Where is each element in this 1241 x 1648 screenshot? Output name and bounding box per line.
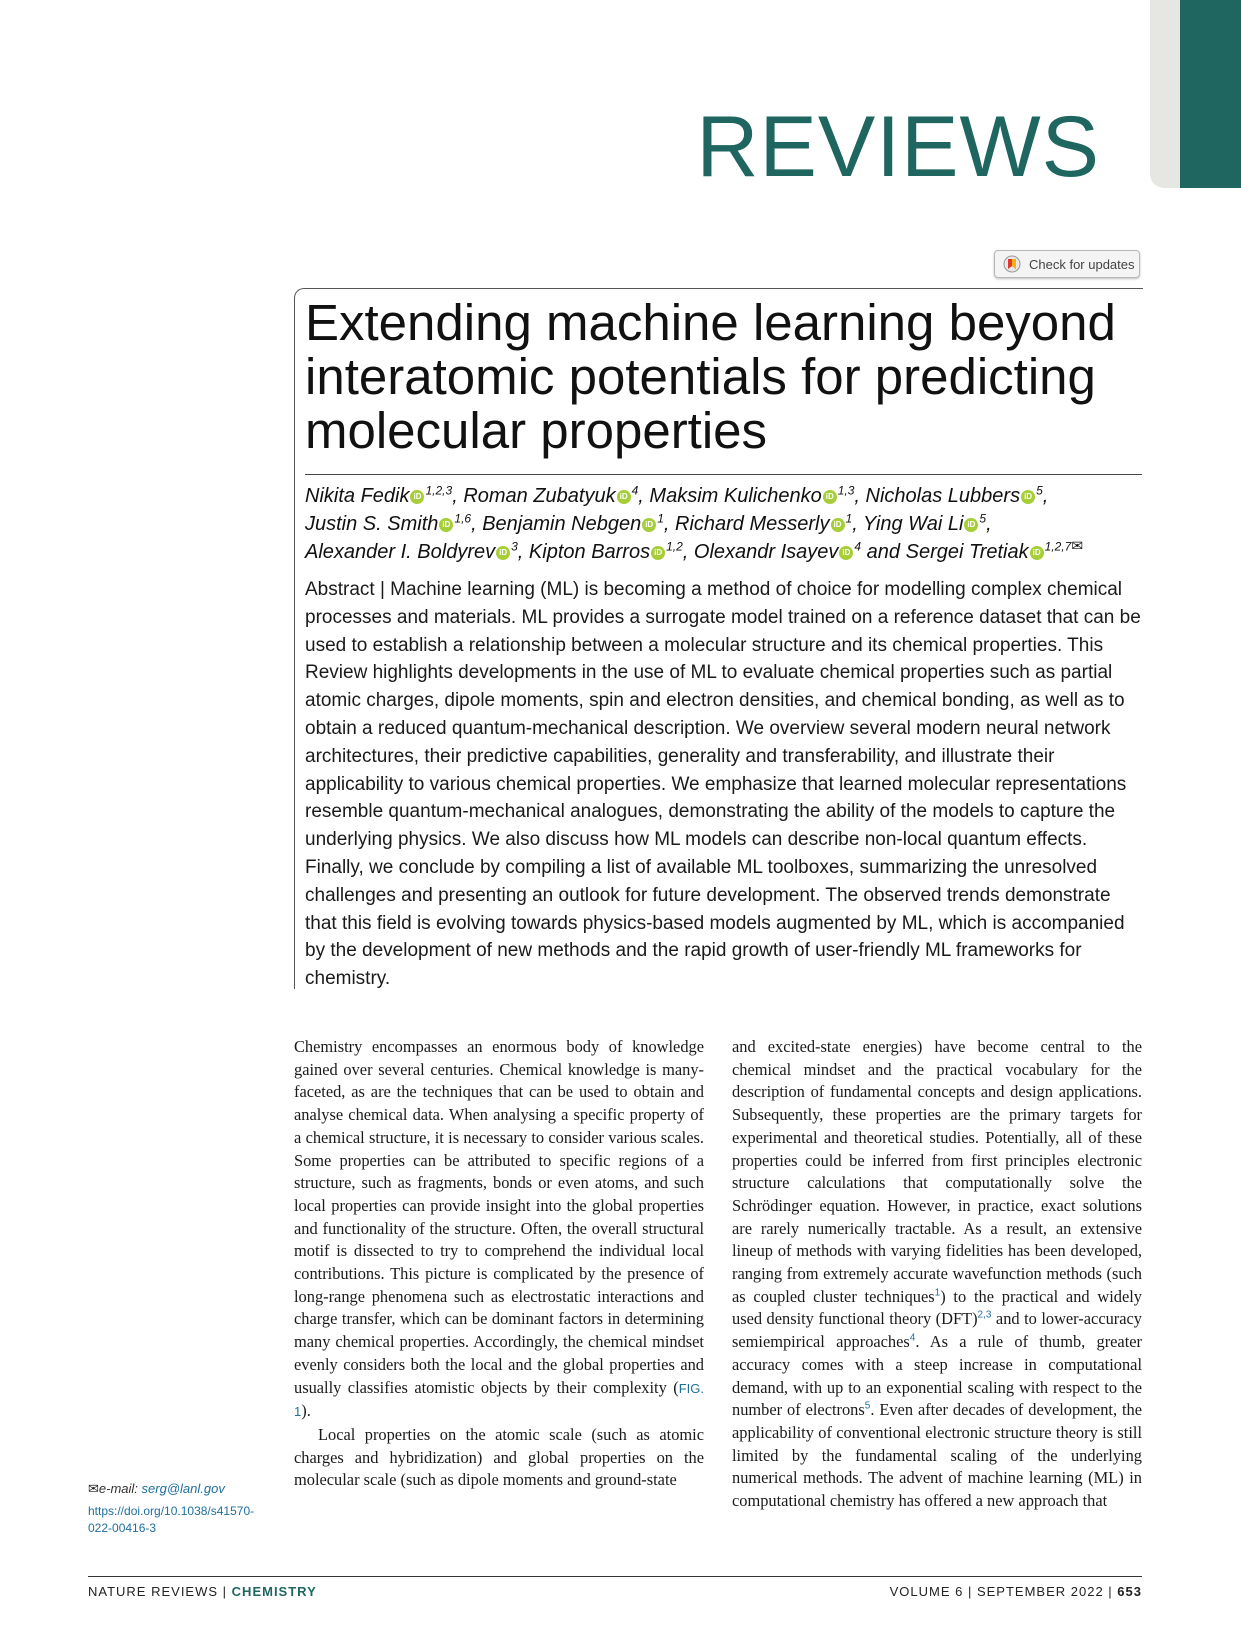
footer-journal [88,1584,317,1599]
body-text: . Even after decades of development, the applicability of conventional electronic structure theory is still limited by the fundamental scaling of the underlying numerical methods. The advent of machine learning (ML) in computational chemistry has offered a new approach that [732,1400,1143,1511]
author-name: Nikita Fedik [305,485,410,507]
author-name: Maksim Kulichenko [649,485,822,507]
author [305,541,523,563]
body-column-left [294,1036,704,1492]
body-text: ) to the practical and widely used density functional theory (DFT) [732,1286,1142,1329]
footer-issue [890,1584,1142,1599]
check-updates-icon [1003,255,1021,273]
orcid-icon[interactable]: iD [1021,490,1035,504]
author-affiliation: 1,2,7 [1044,539,1072,554]
author-name: Benjamin Nebgen [482,513,642,535]
body-paragraph [294,1036,704,1424]
orcid-icon[interactable]: iD [1030,546,1044,560]
author-separator: , [854,485,860,507]
author-list [305,482,1145,566]
body-text: ). [301,1401,311,1421]
author [482,513,669,535]
author-name: Ying Wai Li [862,513,964,535]
reference-link[interactable]: 2,3 [977,1309,992,1321]
journal-subject: CHEMISTRY [231,1584,317,1599]
article-title: Extending machine learning beyond interatomic potentials for predicting molecular properties [305,294,1116,459]
author-affiliation: 1 [845,511,853,526]
author-name: Sergei Tretiak [905,541,1029,563]
email-link[interactable]: serg@lanl.gov [141,1481,225,1496]
author-name: Richard Messerly [675,513,830,535]
author-separator: , [1042,485,1049,507]
author [694,541,900,563]
figure-link[interactable]: FIG. 1 [294,1380,704,1420]
reference-link[interactable]: 5 [864,1400,871,1412]
author-name: Kipton Barros [528,541,651,563]
author-affiliation: 1,2,3 [425,483,453,498]
page-number: 653 [1117,1584,1142,1599]
author [866,485,1049,507]
body-paragraph [294,1424,704,1492]
author-separator: , [517,541,524,563]
author-affiliation: 4 [854,539,862,554]
orcid-icon[interactable]: iD [439,518,453,532]
orcid-icon[interactable]: iD [651,546,665,560]
author-name: Roman Zubatyuk [463,485,616,507]
author-separator: , [986,513,992,535]
body-text: Chemistry encompasses an enormous body of knowledge gained over several centuries. Chemical knowledge is many-faceted, as are the techniques that can be used to obtain and analyse chemical data. When analysing a specific property of a chemical structure, it is necessary to consider various scales. Some properties can be attributed to specific regions of a structure, such as fragments, bonds or even atoms, and such local properties can provide insight into the global properties and functionality of the structure. Often, the overall structural motif is dissected to try to comprehend the individual local contributions. This picture is complicated by the presence of long-range phenomena such as electrostatic interactions and charge transfer, which can be dominant factors in determining many chemical properties. Accordingly, the chemical mindset evenly considers both the local and the global properties and usually classifies atomistic objects by their complexity ( [294,1037,704,1397]
author-name: Nicholas Lubbers [865,485,1021,507]
author-separator: and [861,541,901,563]
author-name: Olexandr Isayev [693,541,839,563]
doi-link[interactable]: https://doi.org/10.1038/s41570-022-00416-3 [88,1504,255,1535]
reference-link[interactable]: 1 [934,1287,941,1299]
orcid-icon[interactable]: iD [410,490,424,504]
author [649,485,860,507]
abstract: Abstract | Machine learning (ML) is becoming a method of choice for modelling complex chemical processes and materials. ML provides a surrogate model trained on a reference dataset that can be used to establish a relationship between a molecular structure and its chemical properties. This Review highlights developments in the use of ML to evaluate chemical properties such as partial atomic charges, dipole moments, spin and electron densities, and chemical bonding, as well as to obtain a reduced quantum-mechanical description. We overview several modern neural network architectures, their predictive capabilities, generality and transferability, and illustrate their applicability to various chemical properties. We emphasize that learned molecular representations resemble quantum-mechanical analogues, demonstrating the ability of the models to capture the underlying physics. We also discuss how ML models can describe non-local quantum effects. Finally, we conclude by compiling a list of available ML toolboxes, summarizing the unresolved challenges and presenting an outlook for future development. The observed trends demonstrate that this field is evolving towards physics-based models augmented by ML, which is accompanied by the development of new methods and the rapid growth of user-friendly ML frameworks for chemistry. [305,579,1141,990]
orcid-icon[interactable]: iD [839,546,853,560]
body-text: and to lower-accuracy semiempirical approaches [732,1309,1142,1352]
title-divider [305,474,1142,475]
author [905,537,1084,563]
author-separator: , [471,513,477,535]
email-label: e-mail: [98,1481,138,1496]
orcid-icon[interactable]: iD [964,518,978,532]
section-label: REVIEWS [696,99,1100,195]
orcid-icon[interactable]: iD [823,490,837,504]
author-name: Justin S. Smith [305,513,439,535]
issue-info: VOLUME 6 | SEPTEMBER 2022 | [889,1584,1113,1599]
footer-divider [88,1576,1142,1577]
body-column-right [732,1036,1142,1513]
orcid-icon[interactable]: iD [642,518,656,532]
author-affiliation: 4 [631,483,639,498]
author-separator: , [682,541,689,563]
author-separator: , [663,513,670,535]
author-affiliation: 1 [657,511,664,526]
author-affiliation: 5 [1036,483,1043,498]
author-separator: , [852,513,858,535]
orcid-icon[interactable]: iD [496,546,510,560]
author-name: Alexander I. Boldyrev [305,541,496,563]
orcid-icon[interactable]: iD [831,518,845,532]
check-updates-label: Check for updates [1029,256,1135,272]
author-affiliation: 3 [511,539,518,554]
body-text: . As a rule of thumb, greater accuracy comes with a steep increase in computational demand, with up to an exponential scaling with respect to the number of electrons [732,1332,1142,1420]
author-separator: , [452,485,458,507]
author-affiliation: 1,2 [666,539,683,554]
author [529,541,688,563]
author [675,513,858,535]
mail-icon[interactable]: ✉ [1071,537,1084,554]
author [305,485,458,507]
author [863,513,992,535]
author-affiliation: 5 [979,511,987,526]
orcid-icon[interactable]: iD [617,490,631,504]
author [305,513,477,535]
author-affiliation: 1,3 [837,483,855,498]
body-text: and excited-state energies) have become central to the chemical mindset and the practical vocabulary for the description of fundamental concepts and design applications. Subsequently, these properties are the primary targets for experimental and theoretical studies. Potentially, all of these properties could be inferred from first principles electronic structure calculations that computationally solve the Schrödinger equation. However, in practice, exact solutions are rarely numerically tractable. As a result, an extensive lineup of methods with varying fidelities has been developed, ranging from extremely accurate wavefunction methods (such as coupled cluster techniques [732,1037,1142,1306]
check-updates-button[interactable] [994,250,1140,278]
page-tab-bar [1150,0,1180,188]
body-paragraph [732,1036,1142,1513]
body-text: Local properties on the atomic scale (such as atomic charges and hybridization) and global properties on the molecular scale (such as dipole moments and ground-state [294,1424,704,1490]
author-separator: , [638,485,644,507]
mail-icon: ✉ [88,1481,99,1496]
sidenote [88,1480,288,1537]
page-tab-accent [1180,0,1241,188]
author [463,485,644,507]
author-affiliation: 1,6 [454,511,472,526]
journal-name: NATURE REVIEWS | [88,1584,228,1599]
reference-link[interactable]: 4 [909,1332,916,1344]
